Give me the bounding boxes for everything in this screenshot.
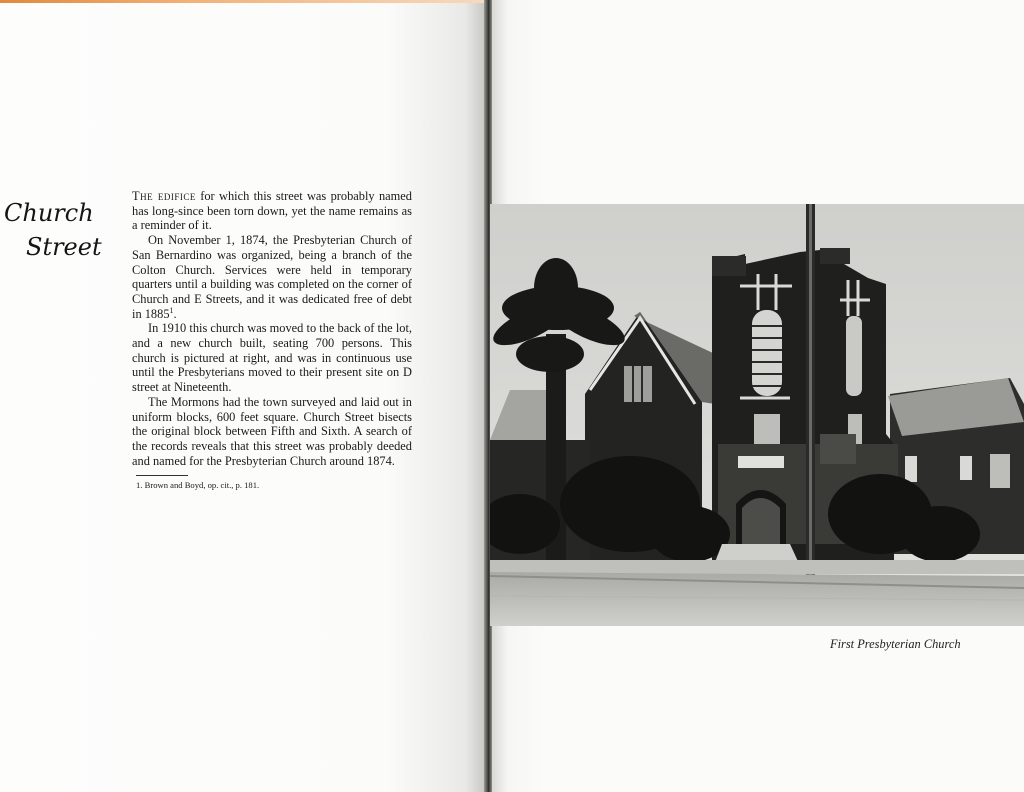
church-photograph <box>490 204 1024 626</box>
footnote: 1. Brown and Boyd, op. cit., p. 181. <box>136 480 260 491</box>
section-heading <box>2 196 102 264</box>
paragraph-1 <box>132 189 412 233</box>
paragraph-2-text: On November 1, 1874, the Presbyterian Church of San Bernardino was organized, being a branch of the Colton Church. Services were held in temporary quarters until a building was completed on the corner of Church and E Streets, and it was dedicated free of debt in 1885 <box>132 233 412 321</box>
lead-text: for which this street was probably named has long-since been torn down, yet the name remains as a reminder of it. <box>132 189 412 233</box>
heading-line-1: Church <box>4 199 94 227</box>
paragraph-3: In 1910 this church was moved to the back of the lot, and a new church built, seating 700 persons. This church is pictured at right, and was in continuous use until the Presbyterians moved to their present site on D street at Nineteenth. <box>132 321 412 395</box>
article-body <box>132 189 412 491</box>
paragraph-2-end: . <box>173 306 177 321</box>
left-page <box>0 0 484 792</box>
page-top-edge <box>0 0 484 3</box>
lead-small-caps: The edifice <box>132 189 196 203</box>
footnote-mark: 1 <box>169 305 174 315</box>
paragraph-2 <box>132 233 412 321</box>
paragraph-4: The Mormons had the town surveyed and laid out in uniform blocks, 600 feet square. Church Street bisects the original block between Fifth and Sixth. A search of the records reveals that this street was probably deeded and named for the Presbyterian Church around 1874. <box>132 394 412 468</box>
footnote-rule <box>136 475 188 476</box>
photo-caption: First Presbyterian Church <box>830 637 961 651</box>
heading-line-2: Street <box>26 233 102 261</box>
